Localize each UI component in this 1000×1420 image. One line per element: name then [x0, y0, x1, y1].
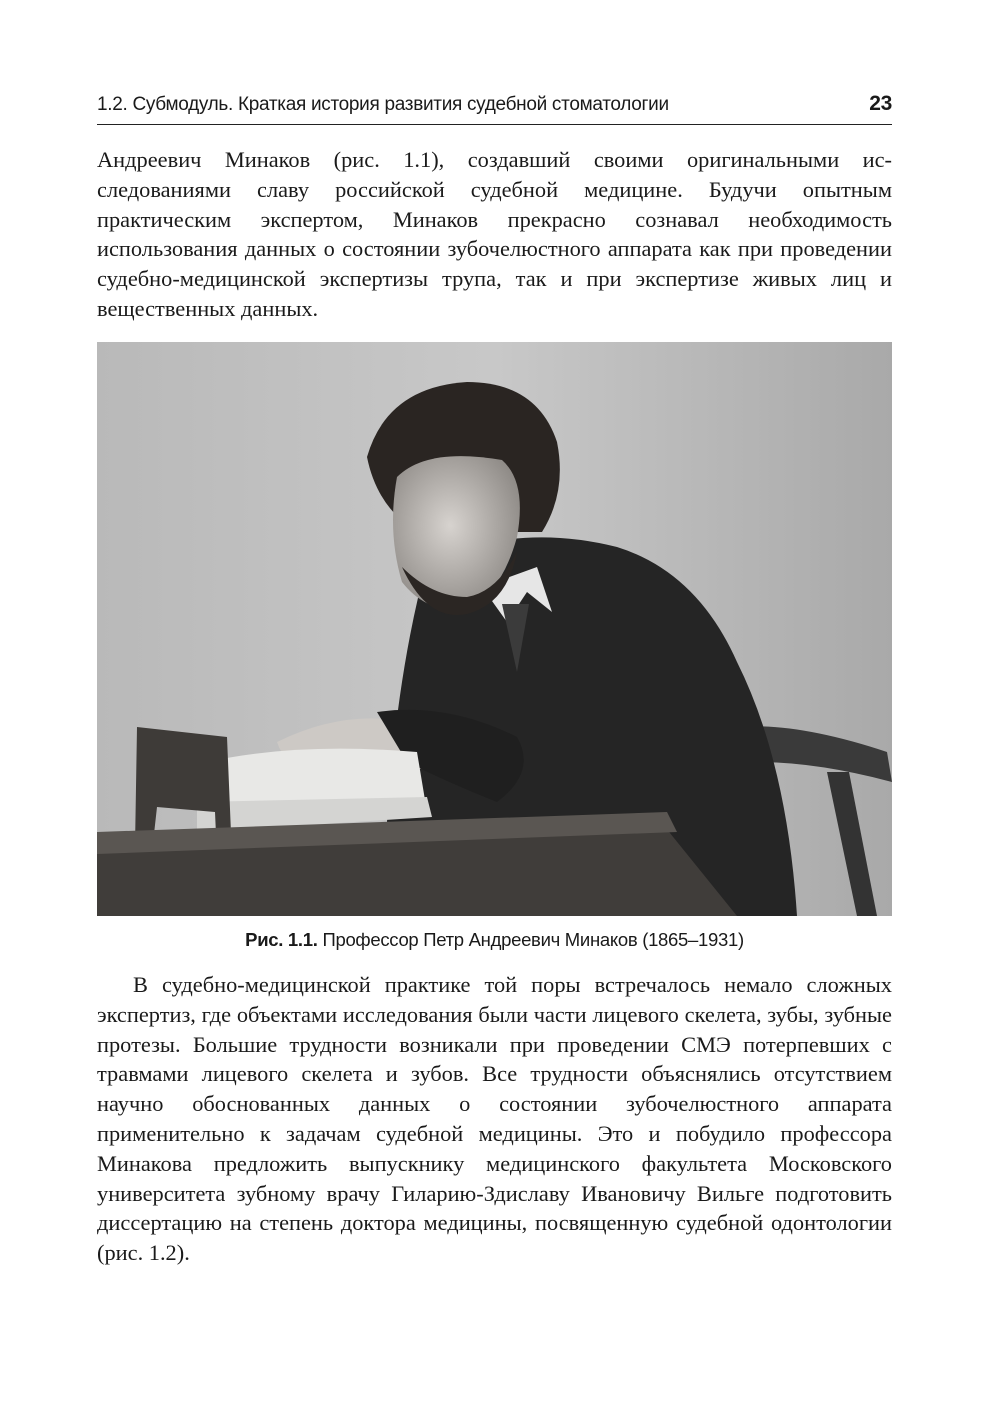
page-number: 23 [869, 92, 892, 115]
paragraph-2: В судебно-медицинской практике той поры встречалось немало сложных экспертиз, где объектами исследования были части лицевого скелета, зубы, зубные протезы. Большие трудности возникали при проведении СМЭ потерпевших с травмами лицевого скелета и зубов. Все трудности объяснялись отсутствием научно обоснованных данных о состоянии зубочелюстного аппарата применительно к задачам судебной медицины. Это и побудило профессора Минакова предложить выпускнику медицинского факультета Московского университета зубному врачу Гиларию-Здиславу Ивановичу Вильге подготовить диссертацию на степень доктора медицины, посвященную судебной одонтологии (рис. 1.2). [97, 972, 892, 1266]
portrait-photo [97, 342, 892, 916]
figure-label: Рис. 1.1. [245, 929, 318, 950]
paragraph-1: Андреевич Минаков (рис. 1.1), создавший своими оригинальными исследованиями славу российской судебной медицине. Будучи опытным практическим экспертом, Минаков прекрасно сознавал необходимость использования данных о состоянии зубочелюстного аппарата как при проведении судебно-медицинской экспертизы трупа, так и при экспертизе живых лиц и вещественных данных. [97, 147, 892, 321]
figure-caption-text: Профессор Петр Андреевич Минаков (1865–1931) [322, 929, 744, 950]
running-header [97, 90, 892, 125]
running-title: 1.2. Субмодуль. Краткая история развития судебной стоматологии [97, 94, 669, 115]
figure-caption [97, 929, 892, 951]
